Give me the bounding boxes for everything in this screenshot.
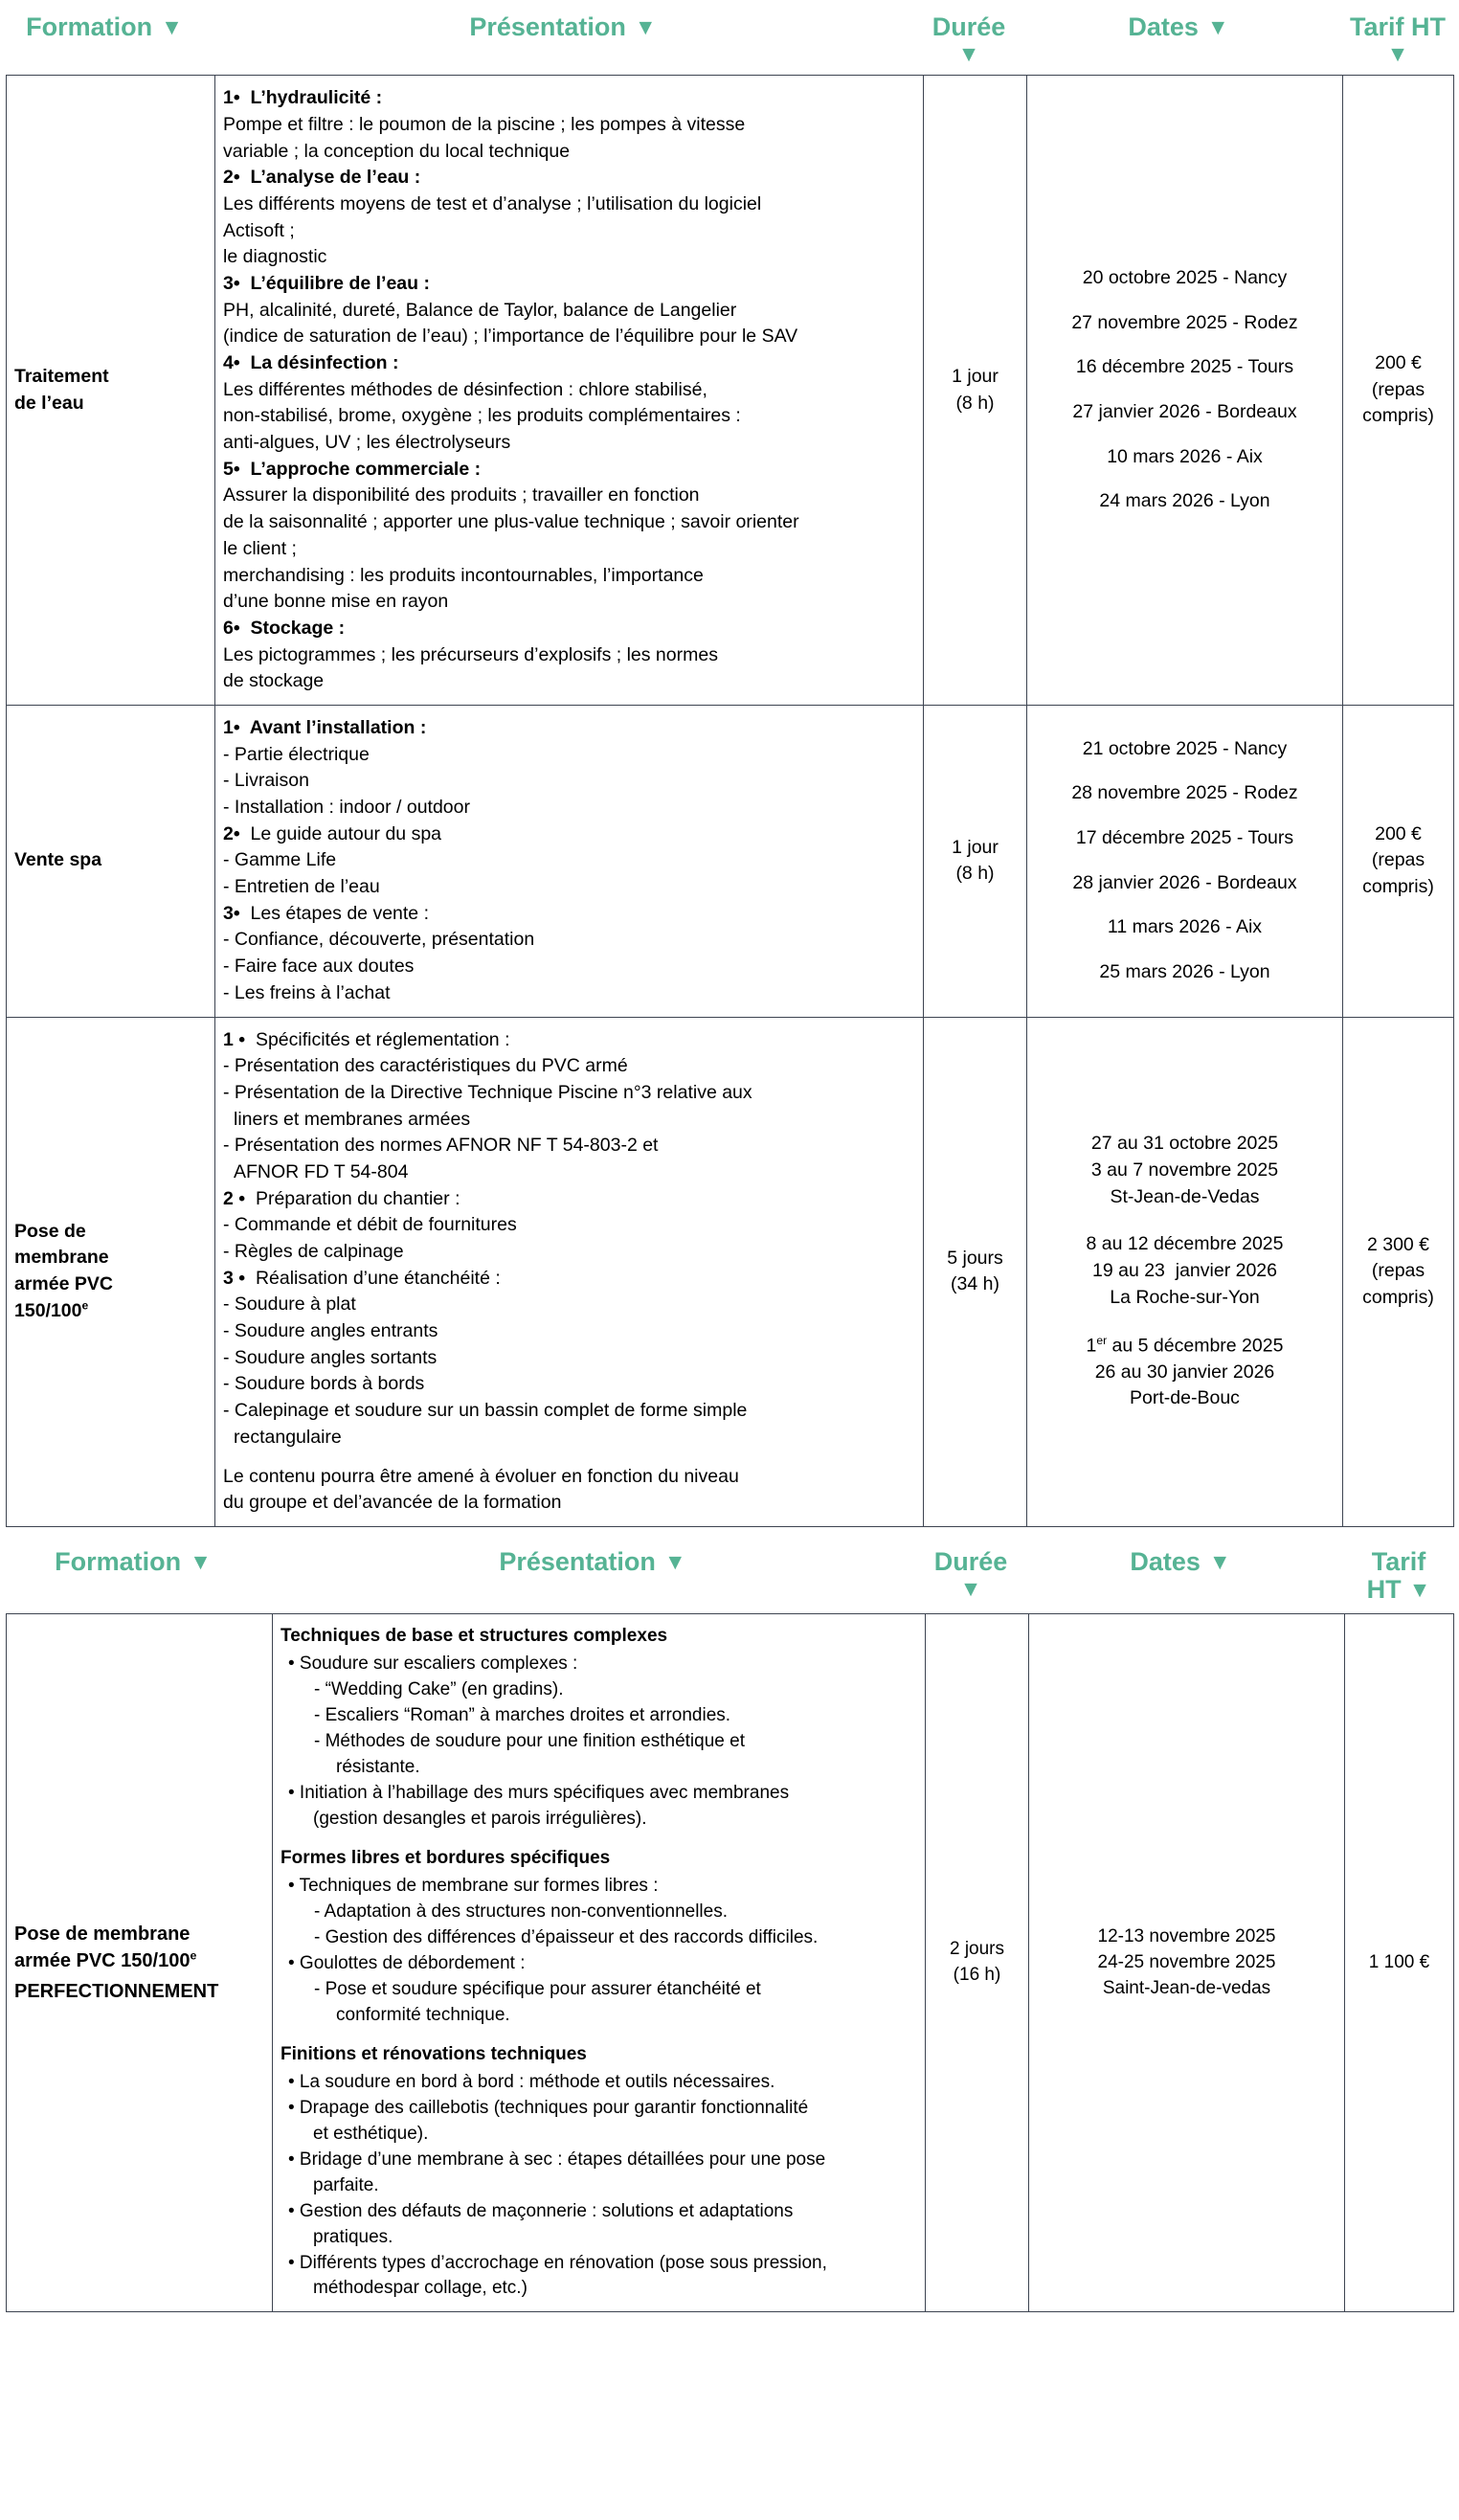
column-header-formation-label: Formation — [26, 12, 153, 41]
presentation-line: (gestion desangles et parois irrégulières). — [313, 1809, 647, 1829]
column-header-duree[interactable] — [919, 1548, 1022, 1600]
presentation-line: non-stabilisé, brome, oxygène ; les produits complémentaires : — [223, 405, 741, 427]
column-header-tarif[interactable] — [1338, 1548, 1459, 1604]
date-entry: Port-de-Bouc — [1130, 1387, 1240, 1409]
presentation-line: Les différents moyens de test et d’analyse ; l’utilisation du logiciel — [223, 192, 762, 214]
presentation-line: • Drapage des caillebotis (techniques pour garantir fonctionnalité — [288, 2097, 809, 2118]
date-entry: 16 décembre 2025 - Tours — [1075, 356, 1294, 378]
date-group — [1035, 1131, 1335, 1210]
column-header-formation[interactable] — [0, 1548, 266, 1576]
presentation-line: - Soudure bords à bords — [223, 1373, 425, 1395]
presentation-line: Les pictogrammes ; les précurseurs d’explosifs ; les normes — [223, 643, 718, 665]
presentation-line: et esthétique). — [313, 2123, 429, 2144]
dates-list — [1035, 265, 1335, 515]
tarif-value: 1 100 € — [1368, 1951, 1430, 1972]
date-entry: 25 mars 2026 - Lyon — [1099, 961, 1270, 983]
column-header-tarif-label: Tarif HT — [1350, 12, 1446, 41]
presentation-line: Le contenu pourra être amené à évoluer en fonction du niveau — [223, 1465, 739, 1487]
presentation-line: variable ; la conception du local technique — [223, 140, 571, 162]
date-entry: La Roche-sur-Yon — [1110, 1286, 1260, 1308]
presentation-line: liners et membranes armées — [234, 1108, 471, 1130]
presentation-line: • Soudure sur escaliers complexes : — [288, 1654, 578, 1675]
chevron-down-icon[interactable]: ▼ — [959, 1576, 982, 1602]
cell-formation — [7, 705, 215, 1017]
duree-value: 2 jours (16 h) — [949, 1939, 1005, 1986]
presentation-line: - Confiance, découverte, présentation — [223, 929, 535, 951]
dates-list — [1035, 736, 1335, 986]
cell-tarif — [1345, 1614, 1454, 2312]
chevron-down-icon[interactable]: ▼ — [634, 14, 657, 40]
presentation-line: de stockage — [223, 670, 325, 692]
presentation-line: - “Wedding Cake” (en gradins). — [314, 1679, 564, 1700]
duree-value: 1 jour (8 h) — [952, 365, 999, 414]
date-entry: 28 janvier 2026 - Bordeaux — [1072, 871, 1297, 893]
presentation-line: le client ; — [223, 537, 297, 559]
cell-duree — [926, 1614, 1029, 2312]
cell-duree — [924, 76, 1027, 706]
cell-dates — [1027, 705, 1343, 1017]
date-entry: 12-13 novembre 2025 — [1097, 1925, 1276, 1946]
chevron-down-icon[interactable]: ▼ — [1208, 1548, 1231, 1574]
presentation-line: Formes libres et bordures spécifiques — [281, 1847, 611, 1868]
table-row[interactable] — [7, 1017, 1454, 1526]
chevron-down-icon[interactable]: ▼ — [1206, 14, 1229, 40]
presentation-line: - Adaptation à des structures non-conventionnelles. — [314, 1901, 728, 1922]
presentation-line: 2 • Préparation du chantier : — [223, 1187, 460, 1209]
presentation-content — [281, 1624, 917, 2302]
presentation-line: 3 • Réalisation d’une étanchéité : — [223, 1267, 501, 1289]
presentation-line: le diagnostic — [223, 246, 327, 268]
presentation-line: résistante. — [336, 1757, 420, 1778]
tarif-value: 200 € (repas compris) — [1362, 352, 1434, 427]
presentation-line: Pompe et filtre : le poumon de la piscine ; les pompes à vitesse — [223, 113, 746, 135]
date-group — [1035, 1231, 1335, 1311]
presentation-line: anti-algues, UV ; les électrolyseurs — [223, 432, 511, 454]
column-header-dates[interactable] — [1022, 1548, 1338, 1576]
cell-presentation — [215, 76, 924, 706]
presentation-line: d’une bonne mise en rayon — [223, 591, 449, 613]
presentation-line: Techniques de base et structures complexes — [281, 1626, 668, 1647]
cell-duree — [924, 1017, 1027, 1526]
formation-title: Traitement de l’eau — [14, 365, 109, 414]
cell-formation — [7, 1017, 215, 1526]
presentation-line: 5• L’approche commerciale : — [223, 458, 482, 480]
cell-dates — [1029, 1614, 1345, 2312]
date-entry: 1er au 5 décembre 2025 — [1086, 1333, 1284, 1356]
presentation-line: - Installation : indoor / outdoor — [223, 797, 470, 819]
chevron-down-icon[interactable]: ▼ — [957, 41, 980, 67]
cell-presentation — [215, 705, 924, 1017]
presentation-line: 2• Le guide autour du spa — [223, 822, 442, 844]
date-entry: 27 au 31 octobre 2025 — [1090, 1133, 1279, 1155]
presentation-line: - Soudure angles sortants — [223, 1346, 438, 1368]
training-table-2 — [6, 1613, 1454, 2312]
cell-tarif — [1343, 1017, 1454, 1526]
presentation-line: • Gestion des défauts de maçonnerie : solutions et adaptations — [288, 2200, 794, 2221]
presentation-line: Actisoft ; — [223, 219, 295, 241]
presentation-line: • Bridage d’une membrane à sec : étapes détaillées pour une pose — [288, 2149, 826, 2170]
dates-list — [1035, 1131, 1335, 1412]
cell-tarif — [1343, 76, 1454, 706]
column-header-presentation[interactable] — [209, 13, 917, 41]
chevron-down-icon[interactable]: ▼ — [190, 1548, 212, 1574]
presentation-line: • Différents types d’accrochage en rénovation (pose sous pression, — [288, 2252, 827, 2273]
date-entry: 3 au 7 novembre 2025 — [1090, 1159, 1279, 1181]
date-entry: 20 octobre 2025 - Nancy — [1082, 267, 1288, 288]
cell-formation — [7, 1614, 273, 2312]
presentation-line: 4• La désinfection : — [223, 352, 399, 374]
presentation-line: 1 • Spécificités et réglementation : — [223, 1028, 510, 1050]
presentation-line: 3• Les étapes de vente : — [223, 902, 429, 924]
presentation-line: - Commande et débit de fournitures — [223, 1214, 517, 1236]
column-header-presentation-label: Présentation — [499, 1546, 656, 1576]
column-header-duree-label: Durée — [932, 12, 1006, 41]
column-header-duree-label: Durée — [933, 1546, 1008, 1576]
presentation-line: - Méthodes de soudure pour une finition esthétique et — [314, 1731, 745, 1752]
date-entry: 21 octobre 2025 - Nancy — [1082, 737, 1288, 759]
column-header-dates[interactable] — [1021, 13, 1336, 41]
formation-title-line1: Pose de membrane — [14, 1924, 191, 1946]
tarif-value: 2 300 € (repas compris) — [1362, 1233, 1434, 1309]
date-entry: 26 au 30 janvier 2026 — [1094, 1361, 1275, 1383]
column-header-formation[interactable] — [0, 13, 209, 41]
cell-formation — [7, 76, 215, 706]
presentation-line: du groupe et del’avancée de la formation — [223, 1492, 562, 1514]
formation-title: Pose de membrane armée PVC 150/100e — [14, 1220, 113, 1322]
presentation-line: de la saisonnalité ; apporter une plus-value technique ; savoir orienter — [223, 511, 799, 533]
column-header-duree[interactable] — [917, 13, 1021, 65]
date-entry: 10 mars 2026 - Aix — [1107, 445, 1263, 467]
date-entry: 27 janvier 2026 - Bordeaux — [1072, 401, 1297, 423]
presentation-line: - Faire face aux doutes — [223, 956, 415, 978]
column-header-presentation-label: Présentation — [469, 12, 626, 41]
presentation-line: • La soudure en bord à bord : méthode et outils nécessaires. — [288, 2071, 775, 2092]
column-header-dates-label: Dates — [1130, 1546, 1201, 1576]
presentation-line: AFNOR FD T 54-804 — [234, 1160, 409, 1182]
chevron-down-icon[interactable]: ▼ — [1408, 1577, 1431, 1603]
presentation-line: - Pose et soudure spécifique pour assurer étanchéité et — [314, 1978, 761, 1999]
presentation-line: Les différentes méthodes de désinfection : chlore stabilisé, — [223, 378, 707, 400]
presentation-line: Assurer la disponibilité des produits ; travailler en fonction — [223, 484, 700, 506]
presentation-line: - Livraison — [223, 770, 309, 792]
presentation-line: méthodespar collage, etc.) — [313, 2278, 527, 2299]
table-row[interactable] — [7, 76, 1454, 706]
presentation-line: - Partie électrique — [223, 743, 370, 765]
presentation-line: parfaite. — [313, 2174, 379, 2195]
presentation-line: 1• L’hydraulicité : — [223, 87, 383, 109]
presentation-line: - Présentation de la Directive Technique Piscine n°3 relative aux — [223, 1081, 752, 1103]
chevron-down-icon[interactable]: ▼ — [161, 14, 183, 40]
date-entry: 24 mars 2026 - Lyon — [1099, 490, 1270, 512]
formation-title-line2: armée PVC 150/100e — [14, 1948, 197, 1972]
presentation-line: - Gestion des différences d’épaisseur et des raccords difficiles. — [314, 1926, 819, 1947]
formation-subtitle: PERFECTIONNEMENT — [14, 1981, 219, 2003]
date-group — [1035, 1333, 1335, 1413]
presentation-line: merchandising : les produits incontournables, l’importance — [223, 564, 704, 586]
presentation-line: - Calepinage et soudure sur un bassin complet de forme simple — [223, 1400, 748, 1422]
column-header-formation-label: Formation — [55, 1546, 182, 1576]
training-table-1 — [6, 75, 1454, 1527]
dates-list — [1037, 1924, 1336, 2002]
formation-title: Vente spa — [14, 849, 102, 871]
date-entry: 8 au 12 décembre 2025 — [1086, 1233, 1284, 1255]
presentation-line: 1• Avant l’installation : — [223, 716, 427, 738]
table-row[interactable] — [7, 1614, 1454, 2312]
table1-column-headers — [0, 0, 1459, 75]
column-header-presentation[interactable] — [266, 1548, 919, 1576]
presentation-content — [223, 715, 915, 1007]
date-entry: 11 mars 2026 - Aix — [1107, 916, 1263, 938]
duree-value: 5 jours (34 h) — [947, 1247, 1003, 1295]
presentation-line: - Présentation des normes AFNOR NF T 54-803-2 et — [223, 1135, 659, 1157]
cell-presentation — [215, 1017, 924, 1526]
table1-body — [7, 76, 1454, 1527]
cell-dates — [1027, 76, 1343, 706]
cell-tarif — [1343, 705, 1454, 1017]
presentation-line: - Présentation des caractéristiques du PVC armé — [223, 1055, 628, 1077]
presentation-line: rectangulaire — [234, 1426, 342, 1448]
date-entry: 24-25 novembre 2025 — [1097, 1951, 1276, 1972]
presentation-content — [223, 85, 915, 695]
duree-value: 1 jour (8 h) — [952, 836, 999, 885]
table2-body — [7, 1614, 1454, 2312]
column-header-tarif-line1: Tarif — [1371, 1546, 1426, 1576]
column-header-tarif-line2: HT — [1366, 1575, 1402, 1605]
date-entry: 19 au 23 janvier 2026 — [1092, 1260, 1277, 1282]
date-entry: 28 novembre 2025 - Rodez — [1071, 782, 1298, 804]
presentation-line: - Gamme Life — [223, 849, 337, 871]
spacer — [223, 1451, 915, 1464]
presentation-line: (indice de saturation de l’eau) ; l’importance de l’équilibre pour le SAV — [223, 326, 798, 348]
date-entry: 17 décembre 2025 - Tours — [1075, 827, 1294, 849]
date-entry: Saint-Jean-de-vedas — [1102, 1977, 1271, 1998]
presentation-line: - Entretien de l’eau — [223, 876, 380, 898]
table-row[interactable] — [7, 705, 1454, 1017]
presentation-line: PH, alcalinité, dureté, Balance de Taylor, balance de Langelier — [223, 299, 737, 321]
cell-presentation — [273, 1614, 926, 2312]
presentation-line: - Escaliers “Roman” à marches droites et arrondies. — [314, 1705, 731, 1726]
presentation-line: • Goulottes de débordement : — [288, 1952, 526, 1973]
cell-dates — [1027, 1017, 1343, 1526]
tarif-value: 200 € (repas compris) — [1362, 822, 1434, 898]
presentation-line: - Les freins à l’achat — [223, 981, 391, 1003]
date-entry: 27 novembre 2025 - Rodez — [1071, 311, 1298, 333]
presentation-line: 3• L’équilibre de l’eau : — [223, 272, 430, 294]
presentation-content — [223, 1027, 915, 1517]
column-header-dates-label: Dates — [1128, 12, 1199, 41]
presentation-line: • Initiation à l’habillage des murs spécifiques avec membranes — [288, 1783, 790, 1804]
presentation-line: - Soudure à plat — [223, 1294, 356, 1316]
presentation-line: - Règles de calpinage — [223, 1241, 404, 1263]
chevron-down-icon[interactable]: ▼ — [1386, 41, 1409, 67]
presentation-line: 6• Stockage : — [223, 617, 346, 639]
date-entry: St-Jean-de-Vedas — [1110, 1185, 1260, 1207]
presentation-line: conformité technique. — [336, 2004, 510, 2025]
chevron-down-icon[interactable]: ▼ — [663, 1548, 686, 1574]
cell-duree — [924, 705, 1027, 1017]
column-header-tarif[interactable] — [1336, 13, 1459, 65]
presentation-line: - Soudure angles entrants — [223, 1320, 438, 1342]
table2-column-headers — [0, 1527, 1459, 1613]
presentation-line: • Techniques de membrane sur formes libres : — [288, 1875, 659, 1896]
presentation-line: 2• L’analyse de l’eau : — [223, 167, 421, 189]
presentation-line: Finitions et rénovations techniques — [281, 2043, 587, 2064]
presentation-line: pratiques. — [313, 2226, 393, 2247]
